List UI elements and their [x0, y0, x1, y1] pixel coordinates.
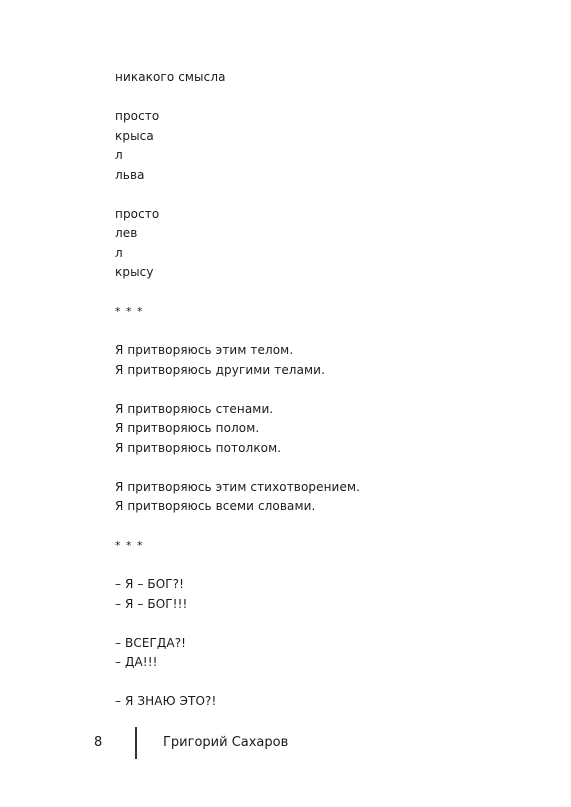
poem-line: – ДА!!! — [115, 655, 158, 669]
poem-separator: * * * — [115, 539, 144, 552]
poem-line: крыса — [115, 128, 154, 143]
footer-divider — [135, 727, 137, 759]
poem-line: Я притворяюсь потолком. — [115, 440, 282, 455]
poem-line: – Я – БОГ!!! — [115, 596, 188, 611]
page-number: 8 — [94, 735, 103, 750]
author-name: Григорий Сахаров — [163, 735, 289, 750]
poem-line: – Я – БОГ?! — [115, 577, 185, 591]
poem-line: Я притворяюсь этим телом. — [115, 343, 294, 357]
poem-line: – Я ЗНАЮ ЭТО?! — [115, 694, 217, 708]
poem-line: л — [115, 148, 123, 162]
poem-line: Я притворяюсь всеми словами. — [115, 499, 316, 513]
poem-line: крысу — [115, 265, 154, 279]
poem-line: Я притворяюсь этим стихотворением. — [115, 479, 361, 494]
poem-separator: * * * — [115, 305, 144, 318]
poem-line: Я притворяюсь другими телами. — [115, 362, 325, 377]
poem-line: л — [115, 245, 123, 260]
poem-line: – ВСЕГДА?! — [115, 635, 187, 650]
poem-text — [115, 68, 515, 712]
poem-line: Я притворяюсь полом. — [115, 421, 260, 435]
poem-line: никакого смысла — [115, 70, 226, 84]
poem-line: просто — [115, 206, 160, 221]
poem-line: просто — [115, 109, 160, 123]
poem-line: льва — [115, 167, 145, 182]
poem-line: лев — [115, 226, 138, 240]
poem-line: Я притворяюсь стенами. — [115, 401, 274, 416]
